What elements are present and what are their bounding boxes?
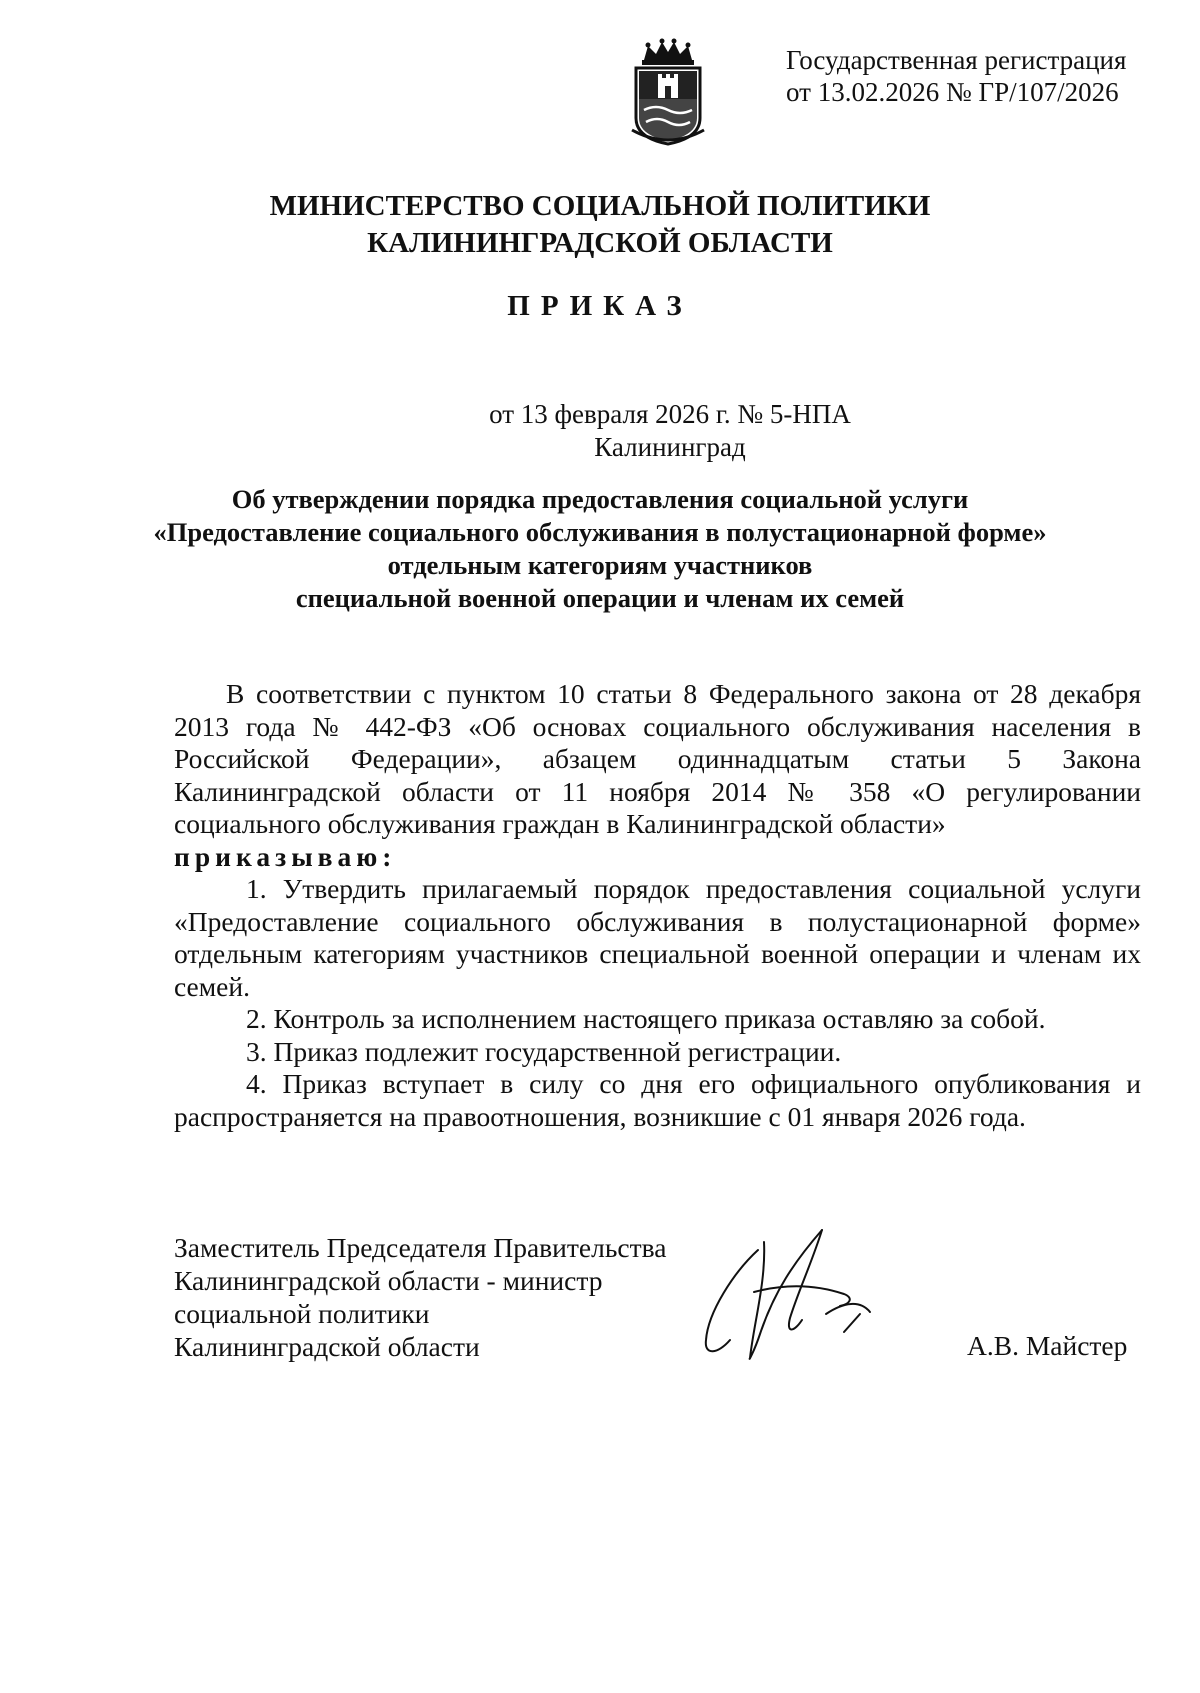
signer-position-line-4: Калининградской области: [174, 1331, 480, 1362]
subject-line-3: отдельным категориям участников: [387, 550, 813, 580]
order-item-2: 2. Контроль за исполнением настоящего приказа оставляю за собой.: [246, 1003, 1046, 1034]
order-word: приказываю:: [174, 840, 397, 872]
subject-line-4: специальной военной операции и членам их семей: [295, 583, 905, 613]
subject-line-1: Об утверждении порядка предоставления социальной услуги: [231, 484, 969, 514]
order-item-1: 1. Утвердить прилагаемый порядок предоставления социальной услуги «Предоставление социального обслуживания в полустационарной форме» отдельным категориям участников специальной военной операции и членам их семей.: [174, 873, 1141, 1002]
ministry-title-line-1: МИНИСТЕРСТВО СОЦИАЛЬНОЙ ПОЛИТИКИ: [269, 190, 931, 222]
order-item-4: 4. Приказ вступает в силу со дня его официального опубликования и распространяется на правоотношения, возникшие с 01 января 2026 года.: [174, 1068, 1141, 1132]
order-subject: [150, 483, 1050, 615]
document-type-heading: ПРИКАЗ: [507, 290, 693, 322]
signer-position-line-2: Калининградской области - министр: [174, 1265, 603, 1296]
order-body: [174, 678, 1141, 1133]
order-meta: [300, 398, 1040, 464]
signer-name: А.В. Майстер: [967, 1330, 1128, 1361]
order-item-3: 3. Приказ подлежит государственной регистрации.: [246, 1035, 842, 1067]
registration-line-1: Государственная регистрация: [786, 45, 1127, 75]
state-registration-block: [786, 44, 1186, 108]
preamble-text: В соответствии с пунктом 10 статьи 8 Федерального закона от 28 декабря 2013 года № 442-ФЗ «Об основах социального обслуживания населения в Российской Федерации», абзацем одиннадцатым статьи 5 Закона Калининградской области от 11 ноября 2014 № 358 «О регулировании социального обслуживания граждан в Калининградской области»: [174, 678, 1141, 839]
subject-line-2: «Предоставление социального обслуживания в полустационарной форме»: [153, 517, 1047, 547]
signer-position-line-1: Заместитель Председателя Правительства: [174, 1232, 667, 1263]
signer-position-line-3: социальной политики: [174, 1298, 430, 1329]
order-city: Калининград: [594, 432, 746, 462]
ministry-title-line-2: КАЛИНИНГРАДСКОЙ ОБЛАСТИ: [367, 227, 833, 259]
ministry-title: [200, 188, 1000, 262]
preamble-paragraph: [174, 678, 1141, 873]
handwritten-signature: [694, 1222, 884, 1362]
signer-position: [174, 1231, 666, 1363]
registration-line-2: от 13.02.2026 № ГР/107/2026: [786, 77, 1119, 107]
coat-of-arms-icon: [628, 38, 708, 146]
order-date-number: от 13 февраля 2026 г. № 5-НПА: [489, 399, 851, 429]
